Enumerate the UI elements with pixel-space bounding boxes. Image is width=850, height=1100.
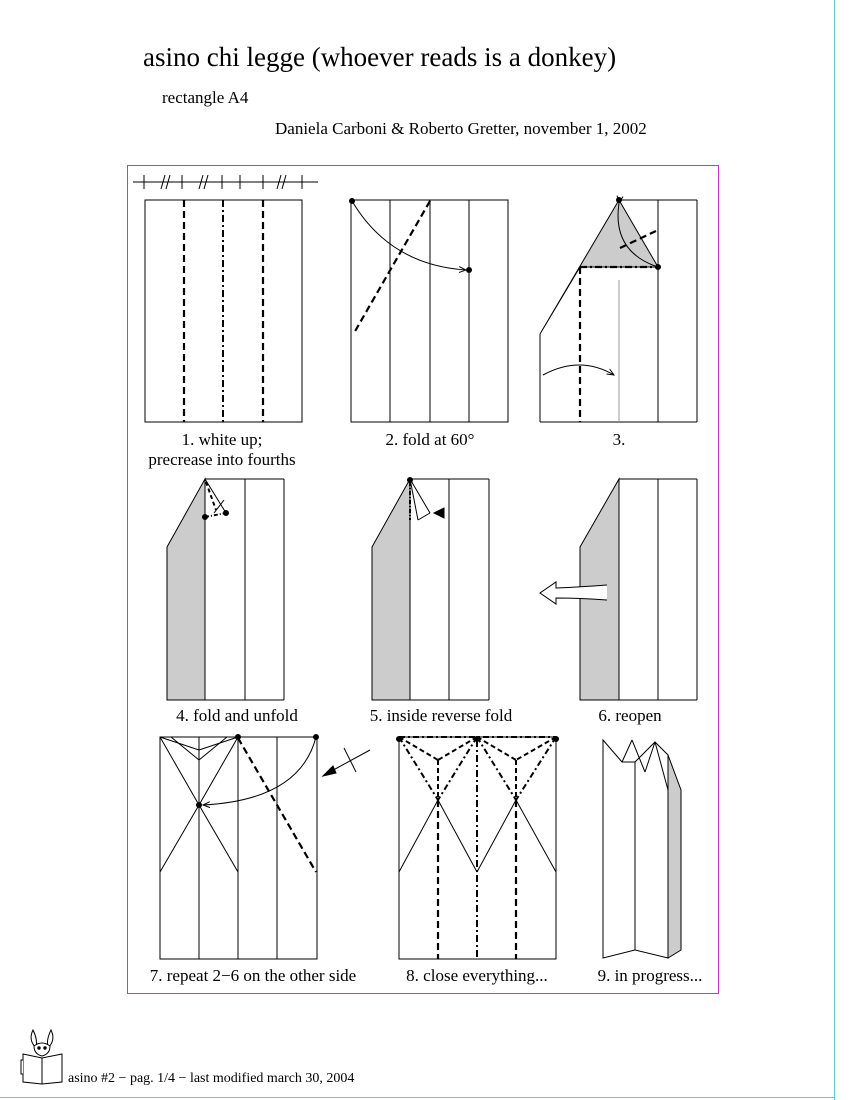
step-6-caption: 6. reopen [598,706,662,725]
step-9-diagram [603,740,681,958]
step-5-caption: 5. inside reverse fold [369,706,513,725]
step-8-caption: 8. close everything... [406,966,548,985]
step-7-caption: 7. repeat 2−6 on the other side [149,966,357,985]
step-1-caption-line2: precrease into fourths [148,450,296,469]
step-3-caption: 3. [612,430,626,449]
fourths-scale [133,175,318,189]
step-8-diagram [397,737,559,960]
step-7-diagram [160,735,319,960]
step-2-caption: 2. fold at 60° [385,430,475,449]
step-3-diagram [540,198,697,423]
step-2-diagram [350,199,509,423]
donkey-reading-book-icon [20,1026,68,1086]
page-title: asino chi legge (whoever reads is a donkey) [143,42,617,72]
step-4-diagram [167,479,284,700]
step-4-caption: 4. fold and unfold [176,706,298,725]
step-1-caption-line1: 1. white up; [181,430,263,449]
authors-date: Daniela Carboni & Roberto Gretter, november 1, 2002 [275,119,647,138]
turn-over-arrow [323,748,370,776]
step-5-diagram [372,478,489,701]
paper-format: rectangle A4 [162,88,249,107]
step-1-diagram [145,200,302,422]
step-9-caption: 9. in progress... [597,966,703,985]
step-6-diagram [540,479,697,700]
footer-text: asino #2 − pag. 1/4 − last modified march 30, 2004 [68,1071,355,1086]
step-1-caption [148,430,295,470]
